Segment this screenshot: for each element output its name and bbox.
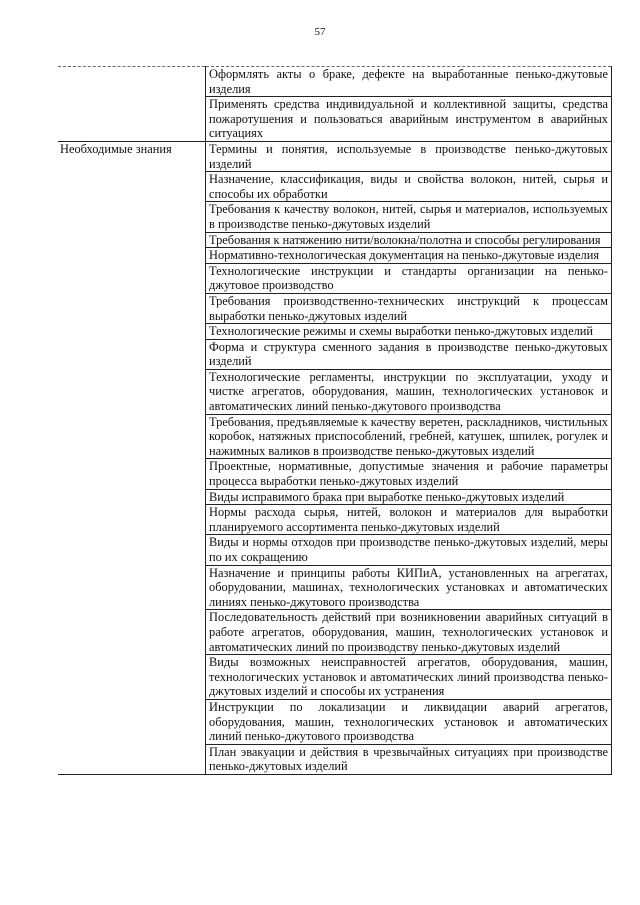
knowledge-item: План эвакуации и действия в чрезвычайных ситуациях при производстве пенько-джутовых изделий xyxy=(206,744,612,774)
knowledge-item: Назначение и принципы работы КИПиА, установленных на агрегатах, оборудовании, машинах, технологических установках и автоматических линиях пенько-джутового производства xyxy=(206,565,612,610)
knowledge-item: Назначение, классификация, виды и свойства волокон, нитей, сырья и способы их обработки xyxy=(206,172,612,202)
knowledge-item: Технологические регламенты, инструкции по эксплуатации, уходу и чистке агрегатов, оборудования, машин, технологических установок и автоматических линий пенько-джутового производства xyxy=(206,369,612,414)
knowledge-item: Технологические инструкции и стандарты организации на пенько-джутовое производство xyxy=(206,263,612,293)
knowledge-item: Требования к качеству волокон, нитей, сырья и материалов, используемых в производстве пенько-джутовых изделий xyxy=(206,202,612,232)
knowledge-item: Технологические режимы и схемы выработки пенько-джутовых изделий xyxy=(206,324,612,340)
page-number: 57 xyxy=(314,26,326,38)
knowledge-item: Виды исправимого брака при выработке пенько-джутовых изделий xyxy=(206,489,612,505)
table-row xyxy=(58,141,612,171)
table-row xyxy=(58,97,612,142)
knowledge-item: Требования, предъявляемые к качеству веретен, раскладников, чистильных коробок, натяжных приспособлений, гребней, катушек, шпилек, рогулек и нажимных валиков в производстве пенько-джутовых изделий xyxy=(206,414,612,459)
knowledge-item: Нормативно-технологическая документация на пенько-джутовые изделия xyxy=(206,248,612,264)
knowledge-item: Последовательность действий при возникновении аварийных ситуаций в работе агрегатов, оборудования, машин, технологических установок и автоматических линий по производству пенько-джутовых изделий xyxy=(206,610,612,655)
empty-label-cell xyxy=(58,97,206,142)
knowledge-item: Нормы расхода сырья, нитей, волокон и материалов для выработки планируемого ассортимента пенько-джутовых изделий xyxy=(206,505,612,535)
empty-label-cell xyxy=(58,67,206,97)
knowledge-item: Виды возможных неисправностей агрегатов, оборудования, машин, технологических установок и автоматических линий производства пенько-джутовых изделий и способы их устранения xyxy=(206,655,612,700)
table-row xyxy=(58,67,612,97)
knowledge-item: Проектные, нормативные, допустимые значения и рабочие параметры процесса выработки пенько-джутовых изделий xyxy=(206,459,612,489)
knowledge-item: Требования к натяжению нити/волокна/полотна и способы регулирования xyxy=(206,232,612,248)
skill-item: Применять средства индивидуальной и коллективной защиты, средства пожаротушения и пользоваться аварийным инструментом в аварийных ситуациях xyxy=(206,97,612,142)
knowledge-item: Инструкции по локализации и ликвидации аварий агрегатов, оборудования, машин, технологических установок и автоматических линий пенько-джутового производства xyxy=(206,699,612,744)
requirements-table xyxy=(58,66,612,775)
knowledge-label: Необходимые знания xyxy=(58,141,206,774)
knowledge-item: Форма и структура сменного задания в производстве пенько-джутовых изделий xyxy=(206,339,612,369)
knowledge-item: Требования производственно-технических инструкций к процессам выработки пенько-джутовых изделий xyxy=(206,293,612,323)
skill-item: Оформлять акты о браке, дефекте на выработанные пенько-джутовые изделия xyxy=(206,67,612,97)
knowledge-item: Термины и понятия, используемые в производстве пенько-джутовых изделий xyxy=(206,141,612,171)
knowledge-item: Виды и нормы отходов при производстве пенько-джутовых изделий, меры по их сокращению xyxy=(206,535,612,565)
